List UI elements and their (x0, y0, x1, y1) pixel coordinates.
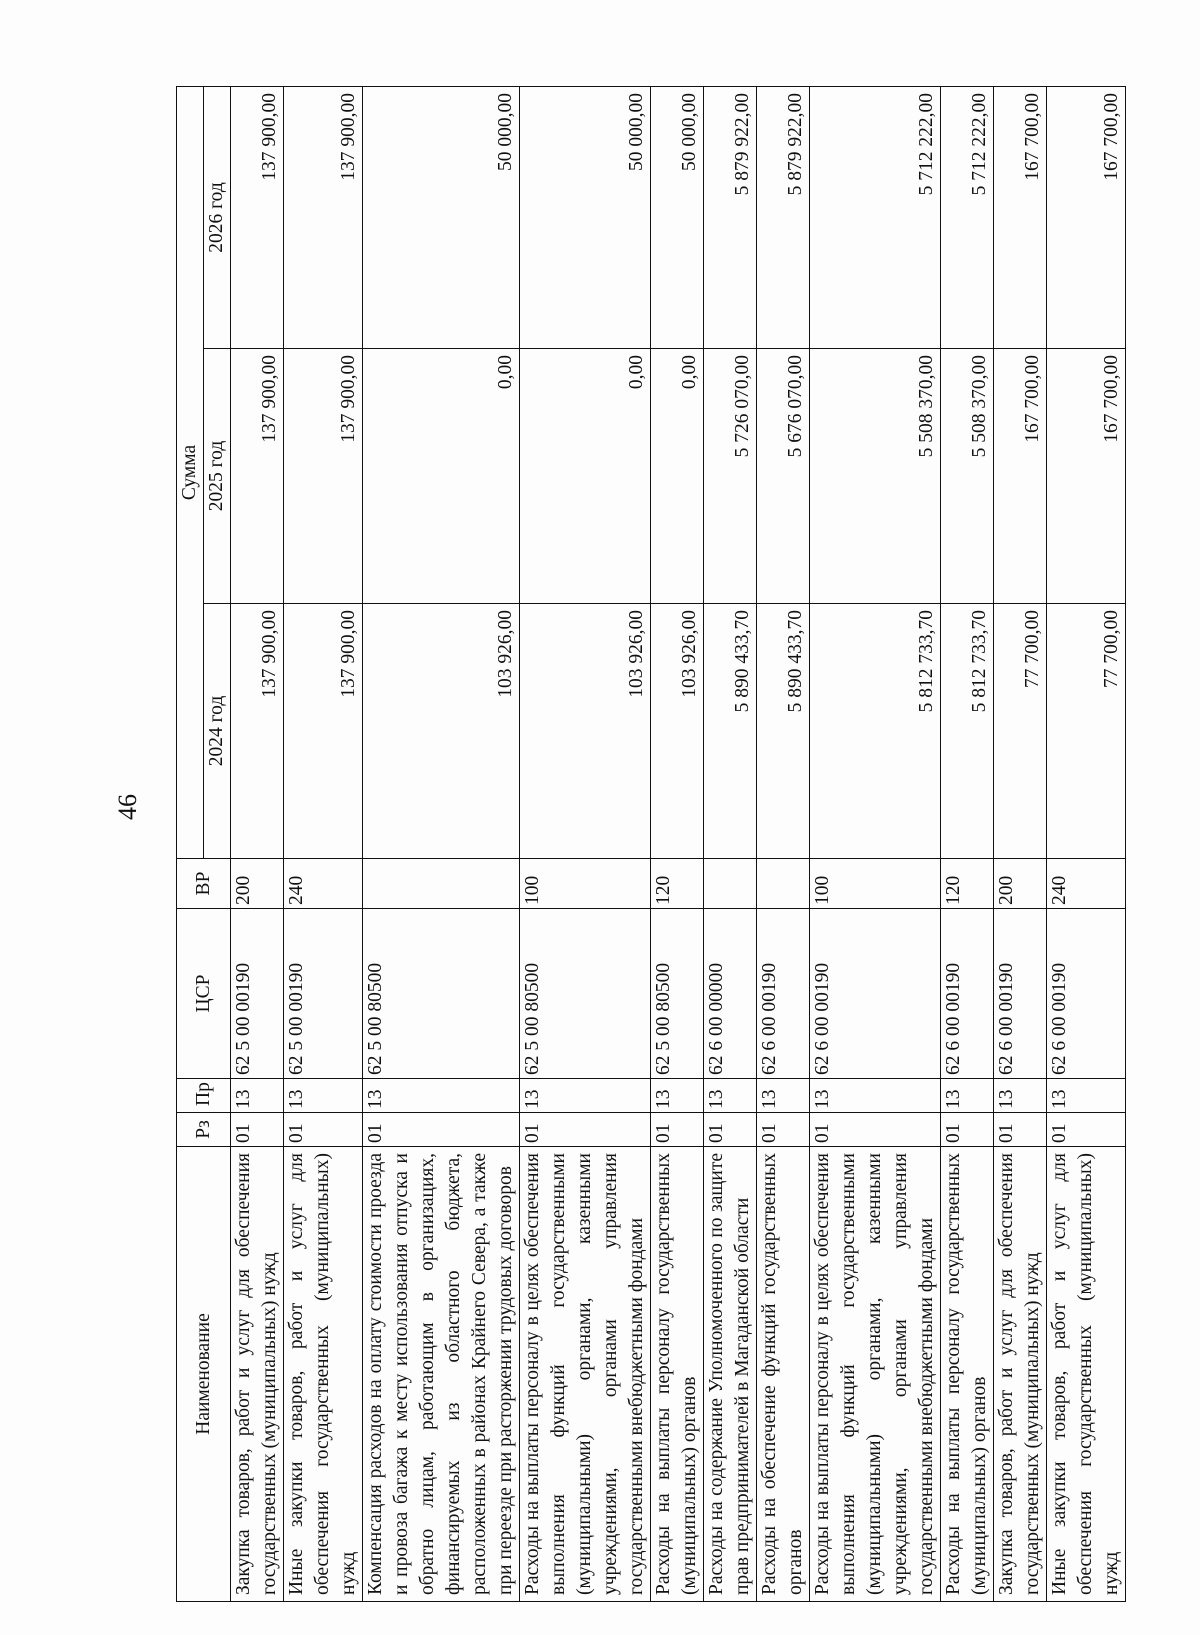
row-name: Закупка товаров, работ и услуг для обеспечения государственных (муниципальных) нужд (231, 1147, 284, 1602)
row-vr: 120 (651, 859, 704, 909)
row-sum-2026: 5 712 222,00 (810, 86, 941, 348)
row-vr: 100 (810, 859, 941, 909)
row-pr: 13 (284, 1079, 363, 1113)
header-csr: ЦСР (177, 909, 231, 1079)
row-sum-2025: 5 508 370,00 (810, 349, 941, 604)
row-csr: 62 6 00 00190 (941, 909, 994, 1079)
row-rz: 01 (941, 1113, 994, 1147)
row-sum-2026: 137 900,00 (284, 86, 363, 348)
row-rz: 01 (651, 1113, 704, 1147)
row-pr: 13 (810, 1079, 941, 1113)
row-rz: 01 (994, 1113, 1047, 1147)
table-row (363, 86, 520, 1601)
row-pr: 13 (994, 1079, 1047, 1113)
header-sum: Сумма (177, 86, 204, 858)
table-row (941, 86, 994, 1601)
row-vr (363, 859, 520, 909)
row-sum-2026: 167 700,00 (1047, 86, 1126, 348)
row-pr: 13 (1047, 1079, 1126, 1113)
row-sum-2026: 167 700,00 (994, 86, 1047, 348)
row-sum-2025: 0,00 (363, 349, 520, 604)
row-sum-2025: 167 700,00 (1047, 349, 1126, 604)
row-sum-2024: 103 926,00 (363, 604, 520, 859)
row-name: Расходы на обеспечение функций государственных органов (757, 1147, 810, 1602)
table-row (284, 86, 363, 1601)
row-sum-2025: 5 726 070,00 (704, 349, 757, 604)
rotated-table-container (176, 87, 1122, 1602)
row-name: Закупка товаров, работ и услуг для обеспечения государственных (муниципальных) нужд (994, 1147, 1047, 1602)
row-pr: 13 (363, 1079, 520, 1113)
row-name: Иные закупки товаров, работ и услуг для обеспечения государственных (муниципальных) нужд (284, 1147, 363, 1602)
page-number: 46 (113, 794, 142, 820)
table-row (704, 86, 757, 1601)
row-sum-2026: 5 879 922,00 (704, 86, 757, 348)
row-sum-2025: 0,00 (520, 349, 651, 604)
row-name: Расходы на выплаты персоналу государственных (муниципальных) органов (941, 1147, 994, 1602)
row-vr: 120 (941, 859, 994, 909)
row-sum-2026: 5 712 222,00 (941, 86, 994, 348)
row-sum-2026: 137 900,00 (231, 86, 284, 348)
row-sum-2025: 137 900,00 (231, 349, 284, 604)
header-rz: Рз (177, 1113, 231, 1147)
row-sum-2024: 5 812 733,70 (941, 604, 994, 859)
row-rz: 01 (231, 1113, 284, 1147)
row-csr: 62 5 00 80500 (363, 909, 520, 1079)
row-csr: 62 5 00 80500 (651, 909, 704, 1079)
row-name: Иные закупки товаров, работ и услуг для обеспечения государственных (муниципальных) нужд (1047, 1147, 1126, 1602)
row-sum-2024: 137 900,00 (231, 604, 284, 859)
row-vr: 240 (1047, 859, 1126, 909)
row-csr: 62 6 00 00190 (757, 909, 810, 1079)
header-vr: ВР (177, 859, 231, 909)
row-vr: 240 (284, 859, 363, 909)
row-sum-2024: 5 890 433,70 (704, 604, 757, 859)
row-name: Расходы на выплаты персоналу в целях обеспечения выполнения функций государственными (муниципальными) органами, казенными учреждениями, органами управления государственными внебюджетными фондами (810, 1147, 941, 1602)
row-pr: 13 (520, 1079, 651, 1113)
table-row (1047, 86, 1126, 1601)
header-2025: 2025 год (204, 349, 231, 604)
row-sum-2024: 5 812 733,70 (810, 604, 941, 859)
table-row (994, 86, 1047, 1601)
row-rz: 01 (1047, 1113, 1126, 1147)
row-csr: 62 6 00 00000 (704, 909, 757, 1079)
row-rz: 01 (810, 1113, 941, 1147)
row-pr: 13 (941, 1079, 994, 1113)
row-vr: 200 (231, 859, 284, 909)
row-csr: 62 6 00 00190 (810, 909, 941, 1079)
row-sum-2024: 5 890 433,70 (757, 604, 810, 859)
row-rz: 01 (284, 1113, 363, 1147)
row-name: Расходы на содержание Уполномоченного по защите прав предпринимателей в Магаданской области (704, 1147, 757, 1602)
table-row (757, 86, 810, 1601)
row-rz: 01 (363, 1113, 520, 1147)
row-csr: 62 6 00 00190 (994, 909, 1047, 1079)
row-pr: 13 (704, 1079, 757, 1113)
row-csr: 62 5 00 00190 (231, 909, 284, 1079)
header-name: Наименование (177, 1147, 231, 1602)
row-csr: 62 5 00 80500 (520, 909, 651, 1079)
row-pr: 13 (757, 1079, 810, 1113)
table-row (231, 86, 284, 1601)
row-sum-2024: 137 900,00 (284, 604, 363, 859)
row-vr: 100 (520, 859, 651, 909)
row-sum-2025: 5 508 370,00 (941, 349, 994, 604)
budget-table (176, 86, 1126, 1602)
row-name: Расходы на выплаты персоналу государственных (муниципальных) органов (651, 1147, 704, 1602)
row-sum-2024: 77 700,00 (994, 604, 1047, 859)
row-name: Компенсация расходов на оплату стоимости проезда и провоза багажа к месту использования отпуска и обратно лицам, работающим в организациях, финансируемых из областного бюджета, расположенных в районах Крайнего Севера, а также при переезде при расторжении трудовых договоров (363, 1147, 520, 1602)
row-sum-2026: 50 000,00 (363, 86, 520, 348)
row-sum-2025: 0,00 (651, 349, 704, 604)
table-row (810, 86, 941, 1601)
header-2024: 2024 год (204, 604, 231, 859)
table-row (651, 86, 704, 1601)
row-vr (757, 859, 810, 909)
row-sum-2026: 50 000,00 (520, 86, 651, 348)
row-sum-2025: 137 900,00 (284, 349, 363, 604)
row-vr (704, 859, 757, 909)
row-sum-2024: 103 926,00 (520, 604, 651, 859)
row-rz: 01 (704, 1113, 757, 1147)
row-sum-2024: 77 700,00 (1047, 604, 1126, 859)
row-csr: 62 5 00 00190 (284, 909, 363, 1079)
row-sum-2026: 50 000,00 (651, 86, 704, 348)
row-csr: 62 6 00 00190 (1047, 909, 1126, 1079)
row-vr: 200 (994, 859, 1047, 909)
row-rz: 01 (757, 1113, 810, 1147)
row-rz: 01 (520, 1113, 651, 1147)
row-name: Расходы на выплаты персоналу в целях обеспечения выполнения функций государственными (муниципальными) органами, казенными учреждениями, органами управления государственными внебюджетными фондами (520, 1147, 651, 1602)
row-sum-2025: 167 700,00 (994, 349, 1047, 604)
header-pr: Пр (177, 1079, 231, 1113)
row-sum-2025: 5 676 070,00 (757, 349, 810, 604)
row-pr: 13 (231, 1079, 284, 1113)
table-row (520, 86, 651, 1601)
row-pr: 13 (651, 1079, 704, 1113)
row-sum-2024: 103 926,00 (651, 604, 704, 859)
row-sum-2026: 5 879 922,00 (757, 86, 810, 348)
header-2026: 2026 год (204, 86, 231, 348)
